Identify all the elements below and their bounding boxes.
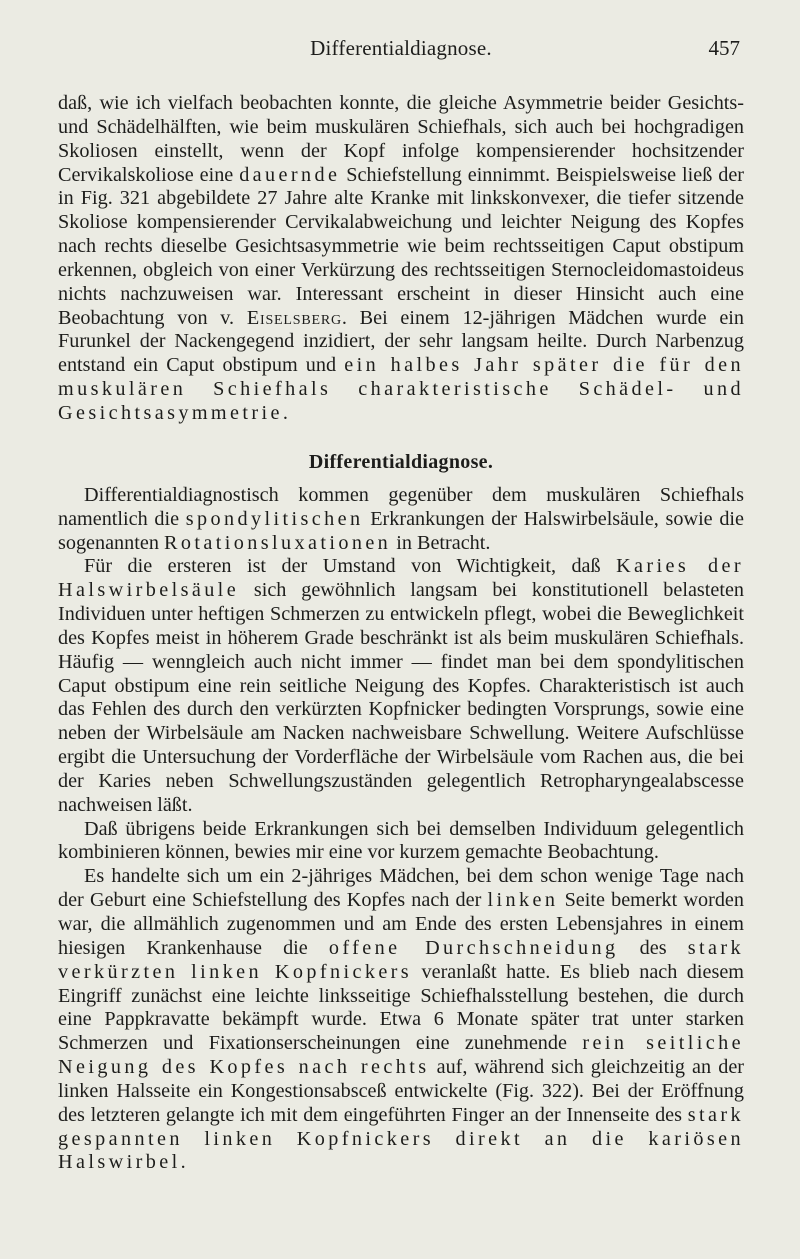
emphasis-karies: Karies der Halswirbelsäule	[58, 555, 745, 602]
running-head	[58, 36, 744, 64]
paragraph-fallbericht	[58, 865, 744, 1175]
text-run: Es handelte sich um ein 2-jähriges Mädchen, bei dem schon wenige Tage nach der Geburt eine Schiefstellung des Kopfes nach der	[58, 865, 744, 912]
text-run: sich gewöhnlich langsam bei konstitutionell belasteten Individuen unter heftigen Schmerzen zu entwickeln pflegt, wobei die Beweglichkeit des Kopfes meist in höherem Grade beschränkt ist als beim muskulären Schiefhals. Häufig — wenngleich auch nicht immer — findet man bei dem spondylitischen Caput obstipum eine rein seitliche Neigung des Kopfes. Charakteristisch ist auch das Fehlen des durch den verkürzten Kopfnicker bedingten Vorsprungs, sowie eine neben der Wirbelsäule am Nacken nachweisbare Schwellung. Weitere Aufschlüsse ergibt die Untersuchung der Vorderfläche der Wirbelsäule vom Rachen aus, die bei der Karies neben Schwellungszuständen gelegentlich Retropharyngealabscesse nachweisen läßt.	[58, 579, 744, 816]
emphasis-linken: linken	[487, 889, 559, 912]
emphasis-statement: ein halbes Jahr später die für den muskulären Schiefhals charakteristische Schädel- und Gesichtsasymmetrie.	[58, 354, 744, 424]
emphasis-neigung: rein seitliche Neigung des Kopfes nach rechts	[58, 1032, 744, 1079]
text-run: auf, während sich gleichzeitig an der linken Halsseite ein Kongestionsabsceß entwickelte (Fig. 322). Bei der Eröffnung des letzteren gelangte ich mit dem eingeführten Finger an der Innenseite des	[58, 1056, 744, 1126]
section-heading: Differentialdiagnose.	[308, 450, 494, 473]
paragraph-kombination	[58, 818, 744, 866]
text-run: . Bei einem 12-jährigen Mädchen wurde ein Furunkel der Nackengegend inzidiert, der sehr langsam heilte. Durch Narbenzug entstand ein Caput obstipum und	[58, 306, 744, 377]
text-run: daß, wie ich vielfach beobachten konnte, die gleiche Asymmetrie beider Gesichts- und Schädelhälften, wie beim muskulären Schiefhals, sich auch bei hochgradigen Skoliosen einstellt, wenn der Kopf infolge kompensierender hochsitzender Cervikalskoliose eine	[58, 92, 744, 186]
page-number: 457	[708, 36, 740, 60]
paragraph-karies	[58, 555, 744, 817]
text-run: Erkrankungen der Halswirbelsäule, sowie die sogenannten	[58, 507, 744, 554]
text-run: Für die ersteren ist der Umstand von Wichtigkeit, daß	[84, 555, 617, 578]
emphasis-durchschneidung: offene Durchschneidung	[328, 936, 619, 959]
body-text	[58, 92, 744, 1175]
text-run: veranlaßt hatte. Es blieb nach diesem Eingriff zunächst eine leichte linksseitige Schiefhalsstellung bestehen, die durch eine Pappkravatte bekämpft wurde. Etwa 6 Monate später trat unter starken Schmerzen und Fixationserscheinungen eine zunehmende	[58, 960, 744, 1055]
text-run: in Betracht.	[391, 531, 491, 554]
text-run: Schiefstellung einnimmt. Beispielsweise ließ der in Fig. 321 abgebildete 27 Jahre alte Kranke mit linkskonvexer, die tiefer sitzende Skoliose kompensierender Cervikalabweichung und leichter Neigung des Kopfes nach rechts dieselbe Gesichtsasymmetrie wie beim rechtsseitigen Caput obstipum erkennen, obgleich von einer Verkürzung des rechtsseitigen Sternocleidomastoideus nichts nachzuweisen war. Interessant erscheint in dieser Hinsicht auch eine Beobachtung von v.	[58, 163, 745, 329]
author-name: Eiselsberg	[246, 306, 342, 329]
text-run: des	[618, 936, 688, 959]
paragraph-differential	[58, 484, 744, 556]
emphasis-halswirbel: stark gespannten linken Kopfnickers direkt an die kariösen Halswirbel.	[58, 1103, 744, 1174]
text-run: Differentialdiagnostisch kommen gegenüber dem muskulären Schiefhals namentlich die	[58, 483, 744, 530]
emphasis-spondylitischen: spondylitischen	[185, 507, 364, 530]
emphasis-dauernde: dauernde	[239, 163, 341, 186]
emphasis-rotationsluxationen: Rotationsluxationen	[163, 531, 392, 554]
running-title: Differentialdiagnose.	[310, 36, 492, 60]
text-run: Seite bemerkt worden war, die allmählich zugenommen und am Ende des ersten Lebensjahres in einem hiesigen Krankenhause die	[58, 889, 744, 959]
paragraph-skoliose	[58, 92, 744, 426]
text-run: Daß übrigens beide Erkrankungen sich bei demselben Individuum gelegentlich kombinieren können, bewies mir eine vor kurzem gemachte Beobachtung.	[58, 817, 744, 864]
emphasis-kopfnicker: stark verkürzten linken Kopfnickers	[58, 936, 744, 983]
